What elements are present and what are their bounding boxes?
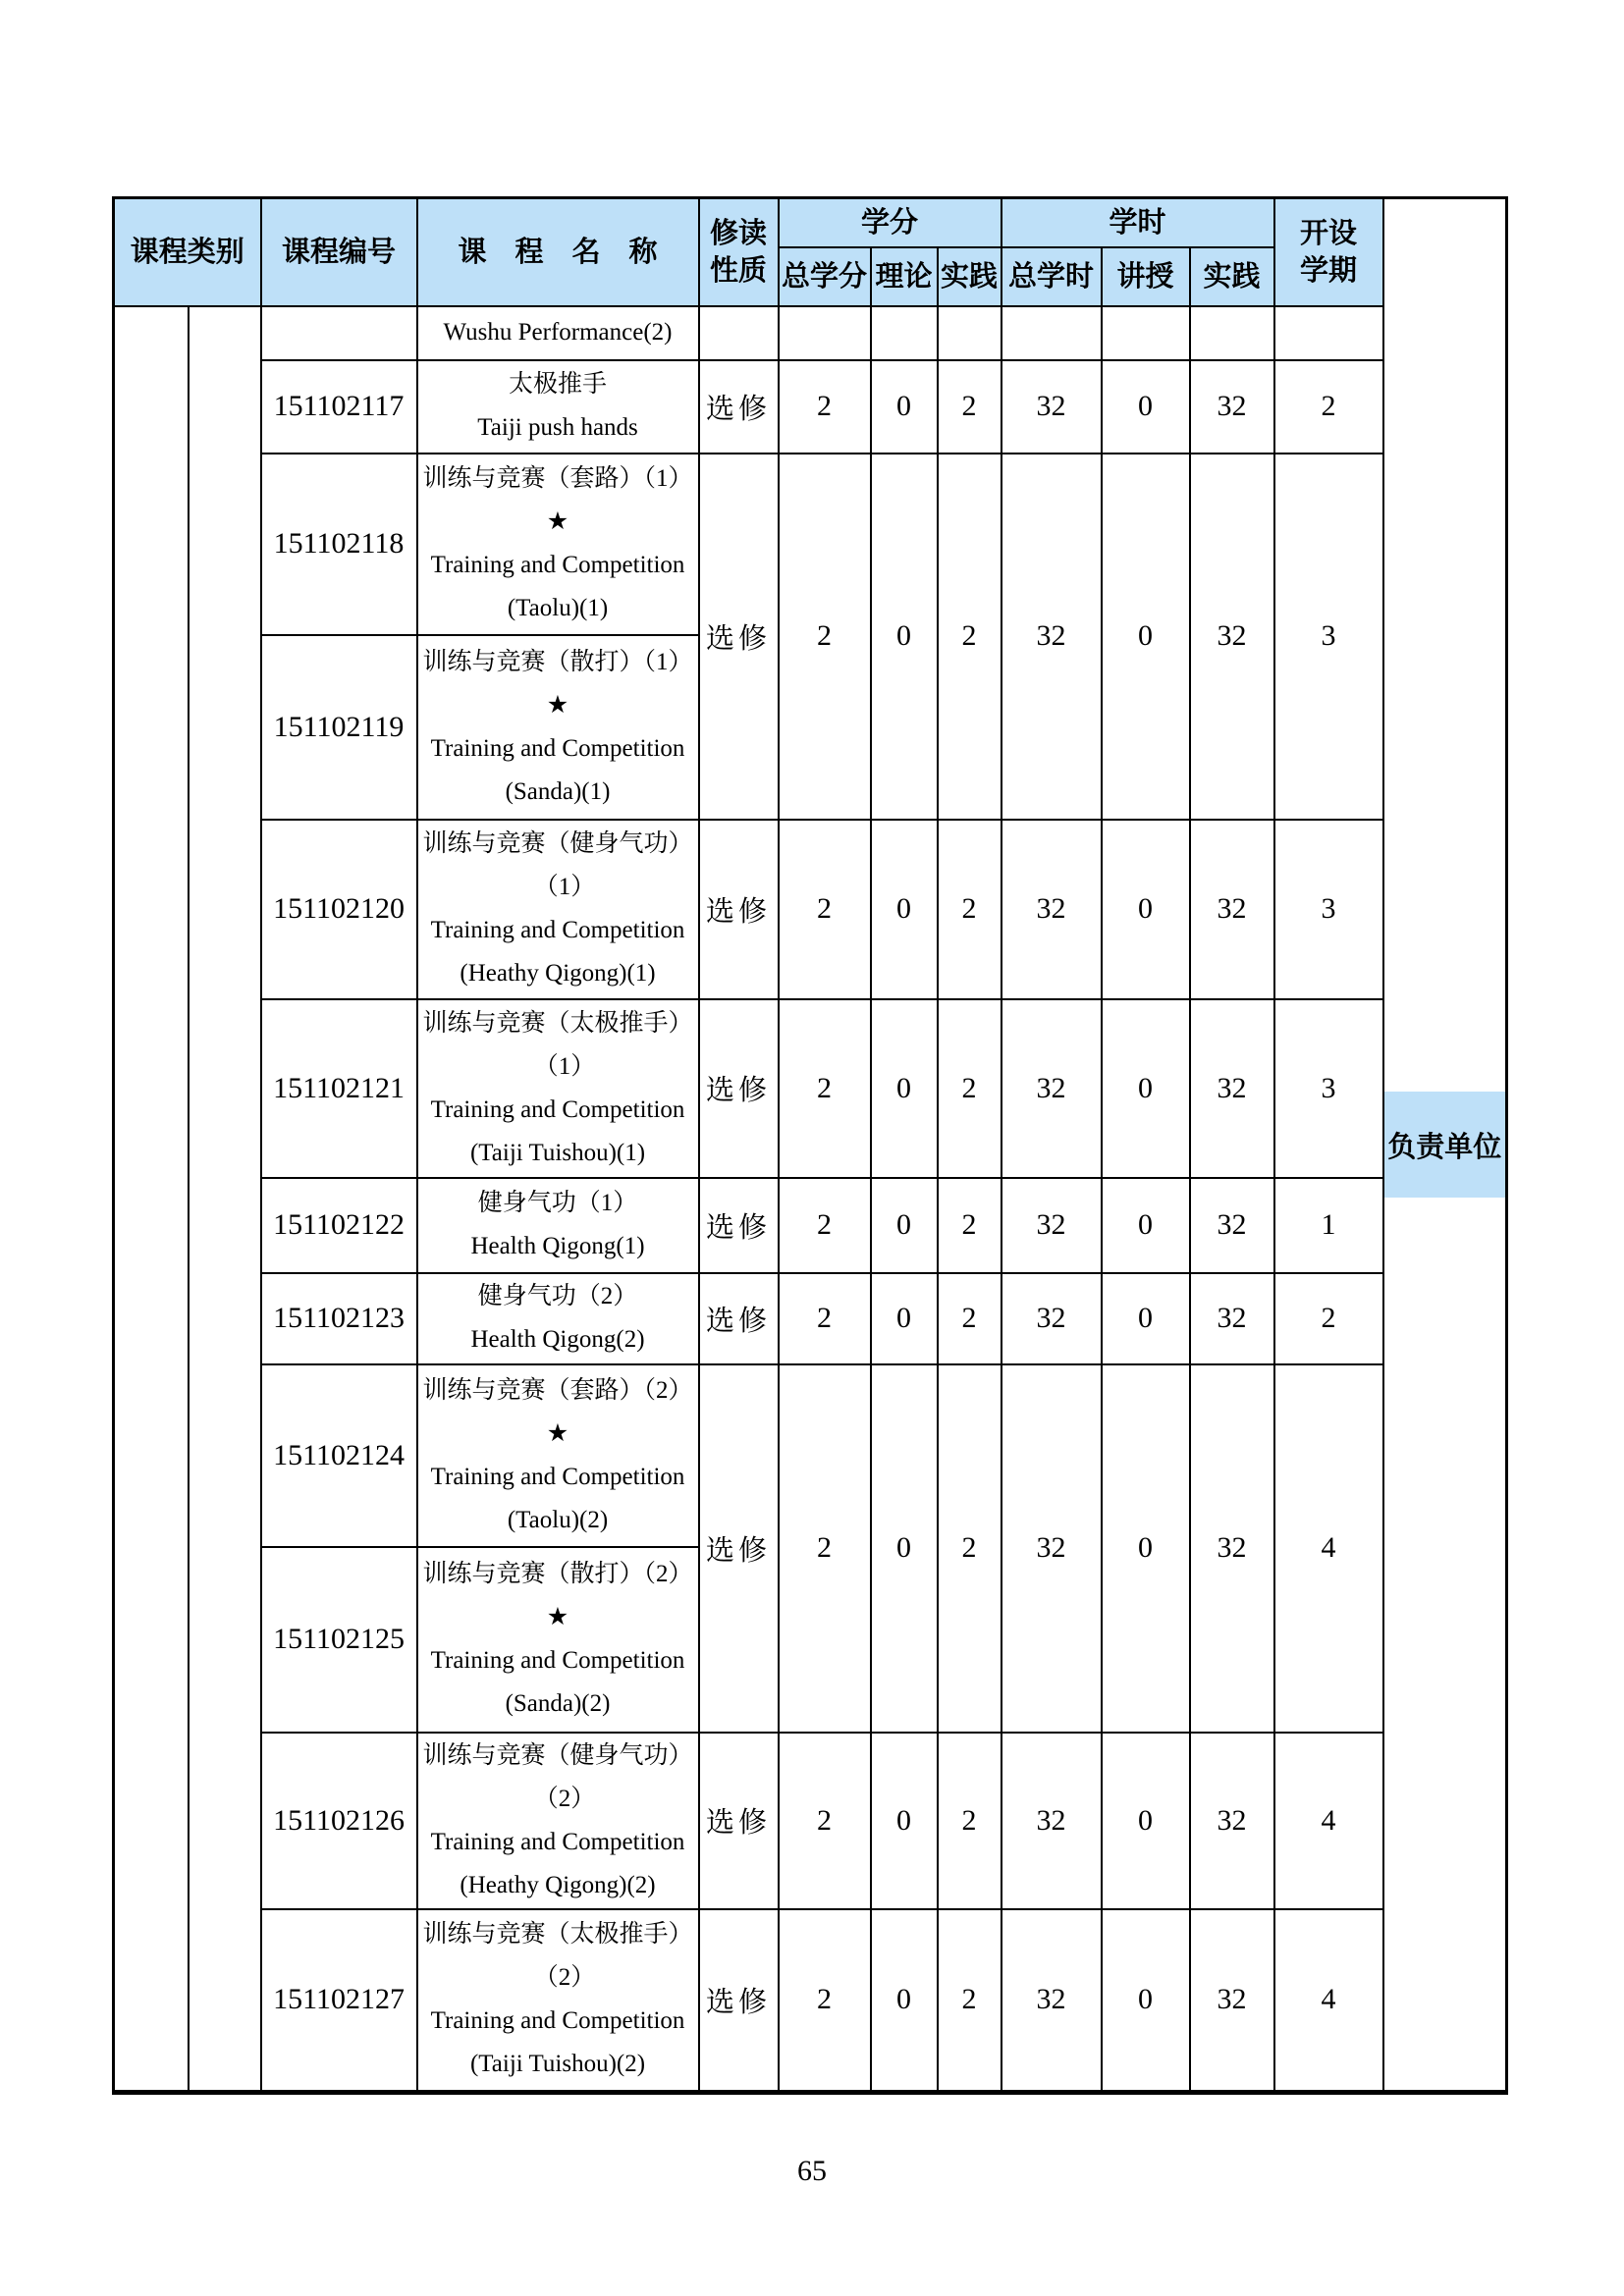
hours-lecture-cell: 0 [1102, 1178, 1190, 1273]
course-name-line: （2） [533, 1964, 596, 1992]
table-row [114, 306, 1507, 360]
course-code-cell: 151102124 [261, 1364, 417, 1547]
course-name-cell [417, 454, 699, 635]
hours-total-cell: 32 [1001, 1909, 1102, 2093]
credits-total-cell: 2 [779, 1733, 871, 1909]
course-name-line: 健身气功（1） [477, 1190, 638, 1216]
nature-cell: 选修 [699, 1909, 779, 2093]
nature-cell: 选修 [699, 999, 779, 1178]
course-name-cell [417, 1733, 699, 1909]
course-name-cell [417, 306, 699, 360]
course-name-line: Taiji push hands [477, 414, 638, 441]
star-marker: ★ [546, 1604, 569, 1630]
header-semester-line2: 学期 [1300, 254, 1358, 287]
course-code-cell: 151102118 [261, 454, 417, 635]
header-semester-line1: 开设 [1300, 217, 1358, 249]
header-semester [1274, 198, 1383, 306]
hours-total-cell: 32 [1001, 1364, 1102, 1733]
semester-cell: 4 [1274, 1364, 1383, 1733]
hours-practice-cell: 32 [1190, 454, 1274, 820]
course-name-line: (Heathy Qigong)(2) [460, 1871, 656, 1898]
credits-total-cell [779, 306, 871, 360]
hours-practice-cell [1190, 306, 1274, 360]
credits-theory-cell [871, 306, 938, 360]
credits-total-cell: 2 [779, 454, 871, 820]
credits-practice-cell: 2 [938, 1273, 1001, 1364]
hours-total-cell: 32 [1001, 454, 1102, 820]
course-name-line: (Taiji Tuishou)(1) [469, 1139, 646, 1166]
nature-cell: 选修 [699, 360, 779, 454]
nature-cell: 选修 [699, 1273, 779, 1364]
hours-total-cell: 32 [1001, 1733, 1102, 1909]
course-name-cell [417, 1547, 699, 1733]
course-name-line: Health Qigong(2) [470, 1326, 645, 1353]
course-name-line: Training and Competition [430, 734, 685, 762]
credits-practice-cell [938, 306, 1001, 360]
course-name-cell [417, 360, 699, 454]
course-name-line: （2） [533, 1785, 596, 1812]
credits-total-cell: 2 [779, 820, 871, 999]
hours-practice-cell: 32 [1190, 1273, 1274, 1364]
course-name-line: Wushu Performance(2) [443, 319, 673, 346]
credits-theory-cell: 0 [871, 1273, 938, 1364]
hours-lecture-cell: 0 [1102, 820, 1190, 999]
header-hours-practice: 实践 [1190, 247, 1274, 306]
course-name-line: (Heathy Qigong)(1) [460, 960, 656, 987]
credits-theory-cell: 0 [871, 454, 938, 820]
nature-cell: 选修 [699, 1364, 779, 1733]
course-name-line: (Taolu)(2) [507, 1506, 609, 1533]
course-name-line: 太极推手 [509, 371, 608, 398]
course-name-line: Training and Competition [430, 917, 685, 943]
course-name-line: 训练与竞赛（套路）（1） [422, 465, 693, 492]
nature-cell: 选修 [699, 1178, 779, 1273]
credits-total-cell: 2 [779, 1273, 871, 1364]
hours-total-cell [1001, 306, 1102, 360]
course-code-cell [261, 306, 417, 360]
hours-total-cell: 32 [1001, 1273, 1102, 1364]
semester-cell: 1 [1274, 1178, 1383, 1273]
header-responsible-unit: 负责单位 [1384, 1092, 1506, 1198]
nature-cell: 选修 [699, 454, 779, 820]
header-hours-lecture: 讲授 [1102, 247, 1190, 306]
course-code-cell: 151102120 [261, 820, 417, 999]
course-name-line: Training and Competition [430, 1828, 685, 1855]
course-code-cell: 151102117 [261, 360, 417, 454]
credits-practice-cell: 2 [938, 360, 1001, 454]
course-name-cell [417, 1909, 699, 2093]
semester-cell: 3 [1274, 454, 1383, 820]
credits-practice-cell: 2 [938, 454, 1001, 820]
table-row [114, 360, 1507, 454]
hours-total-cell: 32 [1001, 1178, 1102, 1273]
credits-practice-cell: 2 [938, 1909, 1001, 2093]
course-name-line: 训练与竞赛（套路）（2） [422, 1376, 693, 1404]
hours-total-cell: 32 [1001, 999, 1102, 1178]
course-code-cell: 151102119 [261, 635, 417, 820]
header-hours-total: 总学时 [1001, 247, 1102, 306]
semester-cell: 2 [1274, 1273, 1383, 1364]
semester-cell: 4 [1274, 1733, 1383, 1909]
table-row [114, 1178, 1507, 1273]
course-name-line: (Taiji Tuishou)(2) [469, 2051, 646, 2078]
credits-theory-cell: 0 [871, 820, 938, 999]
course-name-line: 训练与竞赛（健身气功） [422, 1741, 693, 1769]
hours-practice-cell: 32 [1190, 1178, 1274, 1273]
course-name-line: Training and Competition [430, 2007, 685, 2035]
header-credits-total: 总学分 [779, 247, 871, 306]
course-code-cell: 151102123 [261, 1273, 417, 1364]
header-hours-group: 学时 [1001, 198, 1274, 247]
hours-lecture-cell: 0 [1102, 454, 1190, 820]
course-name-cell [417, 999, 699, 1178]
hours-lecture-cell: 0 [1102, 360, 1190, 454]
semester-cell: 3 [1274, 999, 1383, 1178]
table-row [114, 1273, 1507, 1364]
semester-cell [1274, 306, 1383, 360]
table-row [114, 454, 1507, 635]
course-name-line: Training and Competition [430, 1647, 685, 1674]
course-name-cell [417, 1178, 699, 1273]
hours-lecture-cell: 0 [1102, 1364, 1190, 1733]
header-course-category: 课程类别 [114, 198, 261, 306]
header-credits-theory: 理论 [871, 247, 938, 306]
hours-lecture-cell [1102, 306, 1190, 360]
course-name-line: (Taolu)(1) [507, 595, 609, 621]
course-name-line: （1） [533, 874, 596, 900]
header-course-name: 课 程 名 称 [417, 198, 699, 306]
course-name-line: 训练与竞赛（太极推手） [422, 1009, 693, 1037]
page-number: 65 [797, 2155, 827, 2187]
semester-cell: 2 [1274, 360, 1383, 454]
table-row [114, 1364, 1507, 1547]
credits-total-cell: 2 [779, 1178, 871, 1273]
credits-theory-cell: 0 [871, 1909, 938, 2093]
credits-total-cell: 2 [779, 1909, 871, 2093]
category-cell-left [114, 306, 189, 2093]
course-name-line: Training and Competition [430, 1095, 685, 1123]
star-marker: ★ [546, 691, 569, 719]
hours-practice-cell: 32 [1190, 999, 1274, 1178]
table-row [114, 999, 1507, 1178]
hours-lecture-cell: 0 [1102, 1733, 1190, 1909]
credits-theory-cell: 0 [871, 1733, 938, 1909]
course-name-line: 训练与竞赛（太极推手） [422, 1921, 693, 1949]
credits-theory-cell: 0 [871, 360, 938, 454]
hours-practice-cell: 32 [1190, 820, 1274, 999]
course-code-cell: 151102122 [261, 1178, 417, 1273]
course-name-line: 健身气功（2） [477, 1283, 638, 1309]
header-study-nature [699, 198, 779, 306]
credits-total-cell: 2 [779, 999, 871, 1178]
credits-practice-cell: 2 [938, 999, 1001, 1178]
credits-practice-cell: 2 [938, 1733, 1001, 1909]
header-study-nature-line1: 修读 [710, 217, 768, 249]
header-study-nature-line2: 性质 [710, 254, 768, 287]
course-code-cell: 151102125 [261, 1547, 417, 1733]
semester-cell: 3 [1274, 820, 1383, 999]
nature-cell: 选修 [699, 820, 779, 999]
hours-total-cell: 32 [1001, 820, 1102, 999]
credits-total-cell: 2 [779, 360, 871, 454]
hours-lecture-cell: 0 [1102, 1909, 1190, 2093]
course-name-cell [417, 1273, 699, 1364]
course-name-line: (Sanda)(2) [505, 1690, 611, 1717]
hours-practice-cell: 32 [1190, 1909, 1274, 2093]
course-name-line: 训练与竞赛（散打）（1） [422, 648, 693, 675]
nature-cell: 选修 [699, 1733, 779, 1909]
table-row [114, 1733, 1507, 1909]
table-row [114, 1909, 1507, 2093]
header-course-code: 课程编号 [261, 198, 417, 306]
credits-theory-cell: 0 [871, 999, 938, 1178]
responsible-unit-column [1383, 198, 1507, 2093]
course-name-line: Health Qigong(1) [470, 1233, 645, 1259]
course-name-line: 训练与竞赛（散打）（2） [422, 1561, 693, 1587]
header-row-1 [114, 198, 1507, 247]
table-row [114, 820, 1507, 999]
course-code-cell: 151102127 [261, 1909, 417, 2093]
credits-theory-cell: 0 [871, 1178, 938, 1273]
course-name-cell [417, 1364, 699, 1547]
hours-lecture-cell: 0 [1102, 999, 1190, 1178]
category-cell-right [189, 306, 261, 2093]
course-name-line: 训练与竞赛（健身气功） [422, 830, 693, 857]
credits-practice-cell: 2 [938, 820, 1001, 999]
course-name-line: Training and Competition [430, 552, 685, 578]
course-name-line: Training and Competition [430, 1463, 685, 1490]
semester-cell: 4 [1274, 1909, 1383, 2093]
hours-practice-cell: 32 [1190, 360, 1274, 454]
nature-cell [699, 306, 779, 360]
course-name-line: （1） [533, 1052, 596, 1080]
star-marker: ★ [546, 508, 569, 535]
credits-total-cell: 2 [779, 1364, 871, 1733]
header-credits-group: 学分 [779, 198, 1001, 247]
star-marker: ★ [546, 1419, 569, 1447]
course-name-line: (Sanda)(1) [505, 777, 611, 805]
hours-lecture-cell: 0 [1102, 1273, 1190, 1364]
course-name-cell [417, 635, 699, 820]
course-code-cell: 151102126 [261, 1733, 417, 1909]
course-curriculum-table [112, 196, 1508, 2095]
hours-practice-cell: 32 [1190, 1733, 1274, 1909]
credits-practice-cell: 2 [938, 1178, 1001, 1273]
course-name-cell [417, 820, 699, 999]
header-credits-practice: 实践 [938, 247, 1001, 306]
hours-practice-cell: 32 [1190, 1364, 1274, 1733]
course-code-cell: 151102121 [261, 999, 417, 1178]
hours-total-cell: 32 [1001, 360, 1102, 454]
credits-practice-cell: 2 [938, 1364, 1001, 1733]
credits-theory-cell: 0 [871, 1364, 938, 1733]
